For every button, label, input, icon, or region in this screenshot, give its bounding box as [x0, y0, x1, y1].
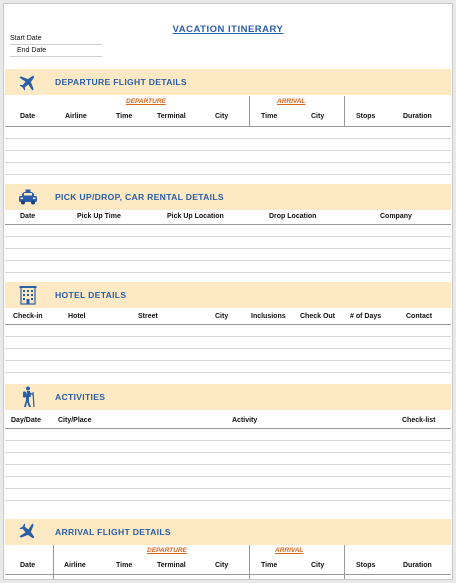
col-header: Date	[20, 213, 36, 220]
table-row[interactable]	[5, 500, 451, 501]
col-header: City	[311, 562, 325, 569]
col-header: Pick Up Location	[167, 213, 224, 220]
col-header: Terminal	[157, 113, 186, 120]
col-header: Stops	[356, 562, 376, 569]
col-header: Time	[261, 562, 278, 569]
arrival-section-header	[5, 519, 451, 545]
hiker-icon	[17, 387, 39, 407]
col-header: Airline	[65, 113, 87, 120]
col-header: City	[215, 562, 229, 569]
document-title: VACATION ITINERARY	[172, 24, 284, 35]
col-header: Street	[138, 313, 158, 320]
table-header-rule	[5, 224, 451, 225]
end-date-line[interactable]	[10, 56, 102, 57]
table-row[interactable]	[5, 236, 451, 237]
col-header: Time	[261, 113, 278, 120]
col-header: Duration	[403, 562, 432, 569]
table-row[interactable]	[5, 488, 451, 489]
table-row[interactable]	[5, 336, 451, 337]
col-header: City	[215, 113, 229, 120]
col-header: City	[215, 313, 229, 320]
airplane-icon	[17, 72, 39, 92]
hotel-building-icon	[17, 285, 39, 305]
col-header: Duration	[403, 113, 432, 120]
table-header-rule	[5, 574, 451, 575]
arrival-section-title: ARRIVAL FLIGHT DETAILS	[55, 527, 171, 537]
col-header: City/Place	[58, 417, 92, 424]
departure-group-label: DEPARTURE	[126, 98, 166, 105]
hotel-section-title: HOTEL DETAILS	[55, 290, 127, 300]
col-header: City	[311, 113, 325, 120]
table-row[interactable]	[5, 248, 451, 249]
col-header: Date	[20, 113, 36, 120]
hotel-section-header	[5, 282, 451, 308]
start-date-label: Start Date	[10, 35, 42, 42]
table-row[interactable]	[5, 348, 451, 349]
table-row[interactable]	[5, 476, 451, 477]
arrival-group-label: ARRIVAL	[275, 547, 304, 554]
table-row[interactable]	[5, 272, 451, 273]
departure-section-title: DEPARTURE FLIGHT DETAILS	[55, 77, 187, 87]
arrival-group-label: ARRIVAL	[277, 98, 306, 105]
column-divider	[249, 96, 250, 126]
table-row[interactable]	[5, 162, 451, 163]
col-header: Contact	[406, 313, 433, 320]
table-row[interactable]	[5, 464, 451, 465]
taxi-icon	[17, 187, 39, 207]
table-row[interactable]	[5, 150, 451, 151]
end-date-label: End Date	[17, 47, 47, 54]
col-header: Activity	[232, 417, 258, 424]
col-header: Time	[116, 562, 133, 569]
table-row[interactable]	[5, 360, 451, 361]
table-row[interactable]	[5, 260, 451, 261]
table-row[interactable]	[5, 138, 451, 139]
table-row[interactable]	[5, 372, 451, 373]
col-header: Time	[116, 113, 133, 120]
col-header: Pick Up Time	[77, 213, 121, 220]
col-header: Airline	[64, 562, 86, 569]
activities-section-header	[5, 384, 451, 410]
table-row[interactable]	[5, 174, 451, 175]
col-header: Inclusions	[251, 313, 286, 320]
col-header: Drop Location	[269, 213, 317, 220]
col-header: Day/Date	[11, 417, 41, 424]
departure-section-header	[5, 69, 451, 95]
col-header: Check-in	[13, 313, 43, 320]
table-row[interactable]	[5, 452, 451, 453]
table-header-rule	[5, 126, 451, 127]
col-header: Check-list	[402, 417, 436, 424]
departure-group-label: DEPARTURE	[147, 547, 187, 554]
car-section-title: PICK UP/DROP, CAR RENTAL DETAILS	[55, 192, 224, 202]
table-header-rule	[5, 428, 451, 429]
start-date-line[interactable]	[10, 44, 102, 45]
col-header: Hotel	[68, 313, 86, 320]
table-header-rule	[5, 324, 451, 325]
col-header: Stops	[356, 113, 376, 120]
itinerary-page	[3, 3, 453, 580]
column-divider	[344, 96, 345, 126]
airplane-landing-icon	[17, 522, 39, 542]
col-header: Terminal	[157, 562, 186, 569]
col-header: Company	[380, 213, 412, 220]
activities-section-title: ACTIVITIES	[55, 392, 106, 402]
col-header: Check Out	[300, 313, 336, 320]
table-row[interactable]	[5, 440, 451, 441]
col-header: Date	[20, 562, 36, 569]
col-header: # of Days	[350, 313, 382, 320]
car-section-header	[5, 184, 451, 210]
